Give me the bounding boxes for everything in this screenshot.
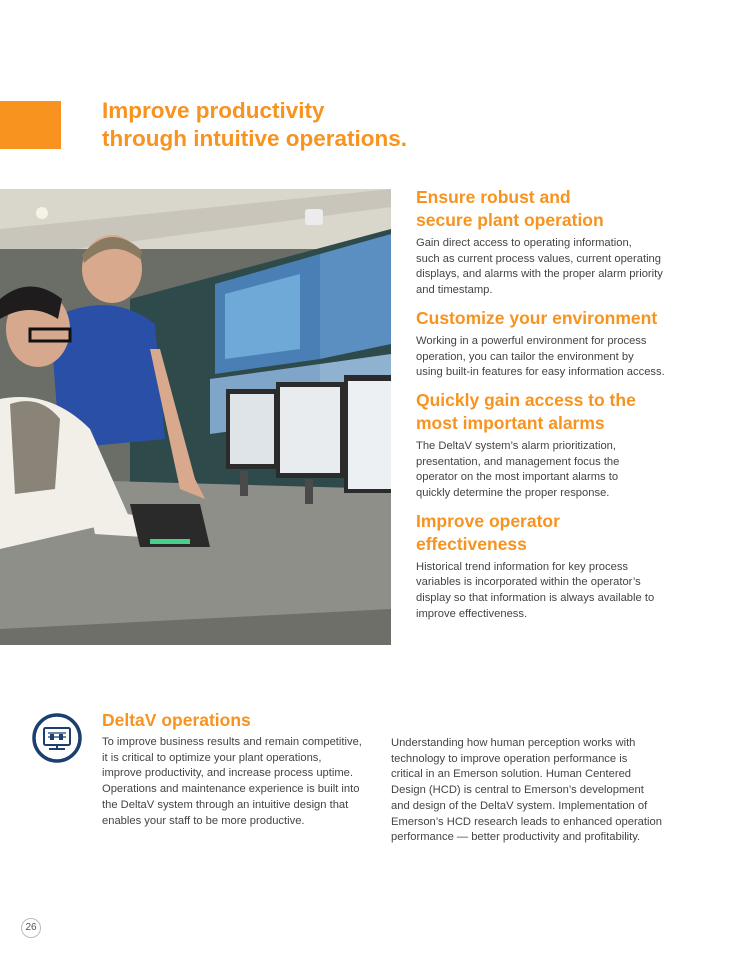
body-line: Gain direct access to operating information, xyxy=(416,237,632,249)
section-body xyxy=(416,439,716,502)
body-line: critical in an Emerson solution. Human Centered xyxy=(391,768,632,781)
heading-line: Improve operator xyxy=(416,510,560,531)
operator-workstation-icon xyxy=(32,713,82,763)
page-title xyxy=(102,97,502,153)
section-body xyxy=(416,334,716,381)
body-line: Understanding how human perception works with xyxy=(391,737,636,749)
heading-line: Customize your environment xyxy=(416,307,658,328)
heading-line: effectiveness xyxy=(416,533,527,554)
body-line: display so that information is always available to xyxy=(416,592,655,605)
body-line: Emerson’s HCD research leads to enhanced operation xyxy=(391,815,662,828)
body-line: operator on the most important alarms to xyxy=(416,471,619,484)
body-line: technology to improve operation performance is xyxy=(391,752,628,765)
section-effectiveness xyxy=(416,510,716,623)
feature-sidebar xyxy=(416,186,716,631)
heading-line: secure plant operation xyxy=(416,210,604,230)
section-robust-operation xyxy=(416,186,716,299)
heading-line: Ensure robust and xyxy=(416,187,571,207)
body-line: and design of the DeltaV system. Implementation of xyxy=(391,799,648,812)
body-line: operation, you can tailor the environment by xyxy=(416,350,634,363)
body-line: such as current process values, current operating xyxy=(416,252,662,265)
orange-accent-block xyxy=(0,101,61,149)
section-heading xyxy=(416,389,716,435)
section-body xyxy=(416,560,716,623)
body-line: Historical trend information for key process xyxy=(416,560,629,573)
section-heading xyxy=(416,510,716,556)
body-line: enables your staff to be more productive. xyxy=(102,814,305,827)
operations-left-column xyxy=(102,735,372,829)
operations-title: DeltaV operations xyxy=(102,710,251,730)
body-line: To improve business results and remain competitive, xyxy=(102,736,362,748)
body-line: displays, and alarms with the proper alarm priority xyxy=(416,268,663,281)
body-line: variables is incorporated within the operator’s xyxy=(416,576,641,589)
heading-line: most important alarms xyxy=(416,412,605,433)
body-line: improve effectiveness. xyxy=(416,607,528,620)
section-body xyxy=(416,236,716,299)
body-line: using built-in features for easy information access. xyxy=(416,366,665,379)
section-heading xyxy=(416,307,716,330)
body-line: Design (HCD) is central to Emerson’s development xyxy=(391,784,644,797)
body-line: quickly determine the proper response. xyxy=(416,487,610,500)
body-line: improve productivity, and increase process uptime. xyxy=(102,767,354,780)
body-line: Operations and maintenance experience is built into xyxy=(102,783,360,796)
body-line: the DeltaV system through an intuitive design that xyxy=(102,798,349,811)
section-customize xyxy=(416,307,716,381)
heading-line: Quickly gain access to the xyxy=(416,389,636,410)
control-room-photo xyxy=(0,189,391,645)
section-heading xyxy=(416,186,716,232)
body-line: The DeltaV system’s alarm prioritization, xyxy=(416,439,616,452)
page-title-line-1: Improve productivity xyxy=(102,98,325,123)
page-number: 26 xyxy=(21,918,41,938)
body-line: presentation, and management focus the xyxy=(416,455,620,468)
page-title-line-2: through intuitive operations. xyxy=(102,126,407,151)
body-line: Working in a powerful environment for process xyxy=(416,334,647,347)
section-alarms xyxy=(416,389,716,502)
body-line: and timestamp. xyxy=(416,284,493,297)
body-line: it is critical to optimize your plant operations, xyxy=(102,751,322,764)
body-line: performance — better productivity and profitability. xyxy=(391,831,641,844)
operations-right-column xyxy=(391,736,681,846)
